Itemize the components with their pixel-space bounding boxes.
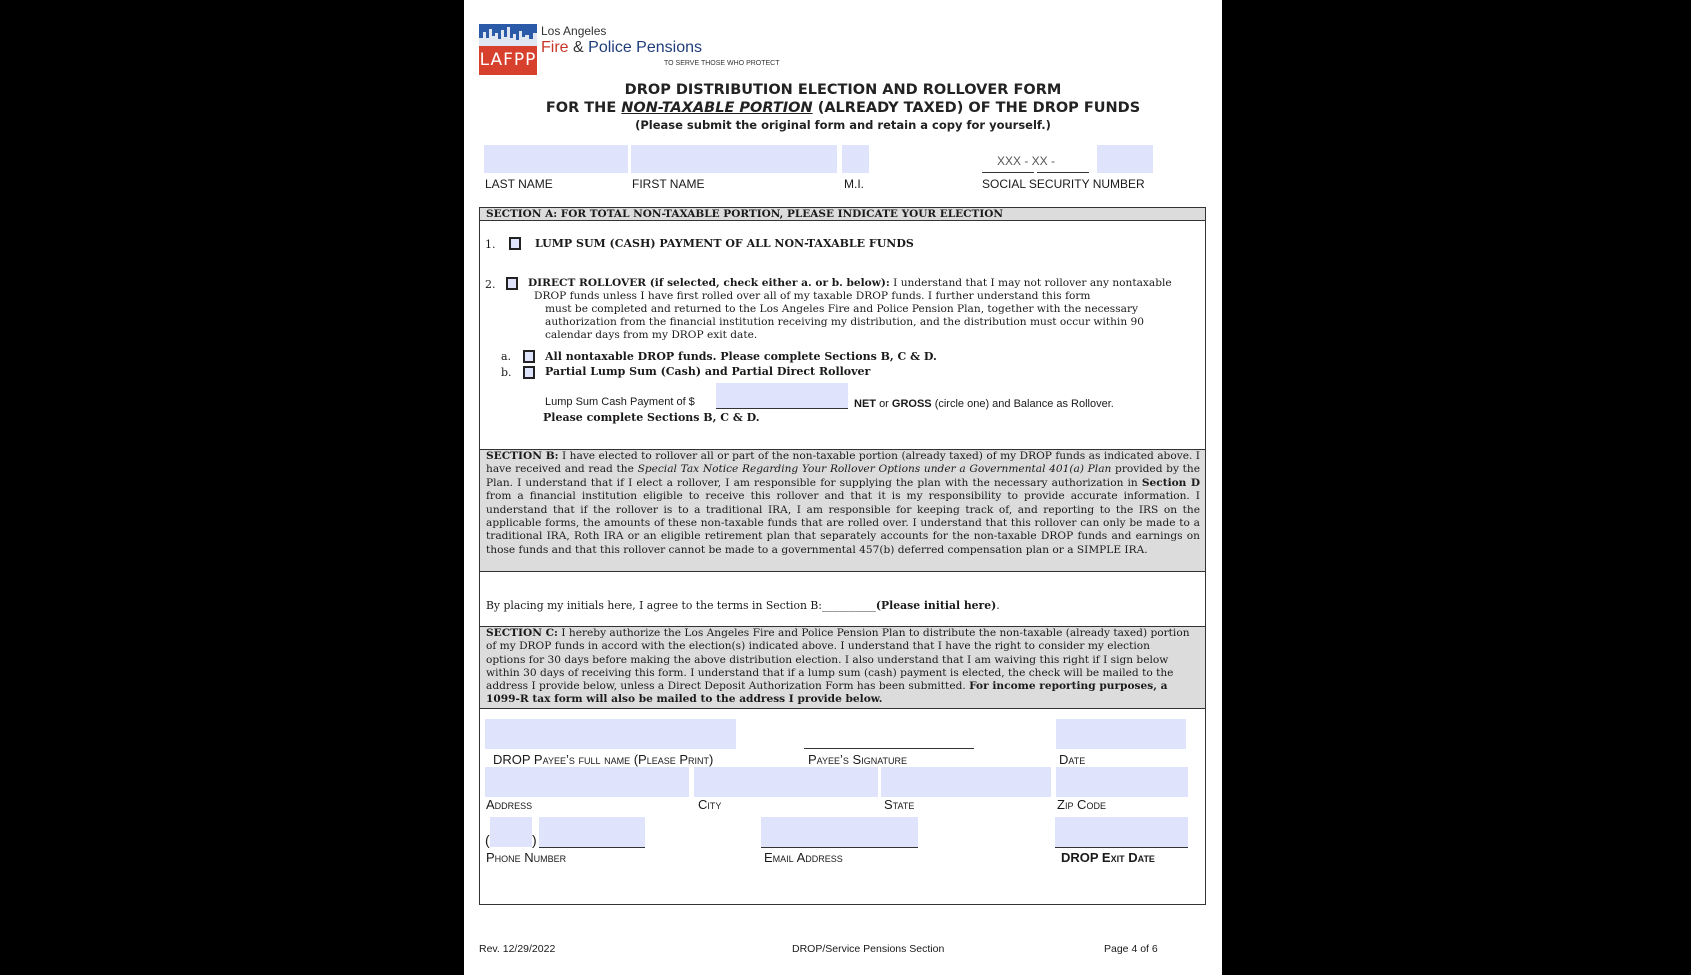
option2-line1-rest: I understand that I may not rollover any nontaxable	[893, 277, 1172, 289]
section-c-body: I hereby authorize the Los Angeles Fire and Police Pension Plan to distribute the non-taxable (already taxed) portion of my DROP funds in accord with the election(s) indicated above. I understand that I have the right to consider my election options for 30 days before making the above distribution election. I also understand that I am waiving this right if I sign below within 30 days of receiving this form. I understand that if a lump sum (cash) payment is elected, the check will be mailed to the address I provide below, unless a Direct Deposit Authorization Form has been submitted.	[486, 627, 1190, 693]
org-fire: Fire	[541, 39, 569, 56]
title-pre: FOR THE	[545, 100, 617, 116]
first-name-input[interactable]	[631, 145, 837, 173]
signature-label: Payee’s Signature	[808, 752, 908, 767]
address-input[interactable]	[485, 767, 689, 797]
lump-or: or	[879, 398, 889, 410]
form-title-line1: DROP DISTRIBUTION ELECTION AND ROLLOVER FORM	[624, 82, 1062, 98]
title-emphasis: NON-TAXABLE PORTION	[621, 100, 813, 116]
lump-suffix: (circle one) and Balance as Rollover.	[934, 398, 1114, 410]
option2-line4: authorization from the financial institution receiving my distribution, and the distribution must occur within 90	[545, 316, 1144, 328]
exit-date-label: DROP Exit Date	[1061, 850, 1155, 865]
option1-label: LUMP SUM (CASH) PAYMENT OF ALL NON-TAXABLE FUNDS	[535, 237, 914, 250]
zip-input[interactable]	[1056, 767, 1188, 797]
section-a-header: SECTION A: FOR TOTAL NON-TAXABLE PORTION, PLEASE INDICATE YOUR ELECTION	[480, 208, 1205, 221]
lump-sum-checkbox[interactable]	[509, 237, 521, 250]
sub-a-label: All nontaxable DROP funds. Please complete Sections B, C & D.	[545, 350, 937, 363]
option2-line5: calendar days from my DROP exit date.	[545, 329, 758, 341]
section-c-label: SECTION C:	[486, 627, 558, 639]
initials-end: .	[996, 599, 1000, 612]
option2-line3: must be completed and returned to the Los Angeles Fire and Police Pension Plan, together with the necessary	[545, 303, 1139, 315]
org-police: Police Pensions	[588, 39, 702, 56]
date-label: Date	[1059, 752, 1086, 767]
payee-name-input[interactable]	[485, 719, 736, 749]
section-b-bold-d: Section D	[1141, 476, 1201, 489]
sub-a-letter: a.	[501, 350, 512, 363]
lump-gross: GROSS	[891, 398, 932, 410]
phone-paren-close: )	[532, 832, 537, 848]
org-tagline: TO SERVE THOSE WHO PROTECT	[664, 60, 780, 67]
zip-label: Zip Code	[1057, 797, 1106, 812]
ssn-prefix: XXX - XX -	[997, 154, 1056, 168]
all-nontaxable-checkbox[interactable]	[523, 350, 535, 363]
option1-number: 1.	[485, 238, 496, 251]
section-c-text	[486, 627, 1190, 707]
lump-prefix: Lump Sum Cash Payment of $	[545, 396, 695, 408]
footer-page: Page 4 of 6	[1104, 943, 1158, 955]
phone-label: Phone Number	[486, 850, 567, 865]
lump-amount-input[interactable]	[716, 383, 848, 409]
org-name-line1: Los Angeles	[541, 24, 607, 38]
section-b-text-2: provided by the Plan. I understand that if I elect a rollover, I am responsible for supplying the plan with the necessary authorization in	[486, 463, 1200, 489]
email-input[interactable]	[761, 817, 918, 848]
ssn-label: SOCIAL SECURITY NUMBER	[982, 177, 1145, 191]
phone-paren-open: (	[485, 832, 490, 848]
section-b-italic: Special Tax Notice Regarding Your Rollover Options under a Governmental 401(a) Plan	[637, 463, 1112, 476]
phone-area-input[interactable]	[490, 817, 532, 847]
initials-text: By placing my initials here, I agree to the terms in Section B:	[486, 599, 822, 612]
section-b-text-3: from a financial institution eligible to receive this rollover and that it is my responsibility to provide accurate information. I understand that if the rollover is to a traditional IRA, I am responsible for keeping track of, and reporting to the IRS on the applicable forms, the amounts of these non-taxable funds that are rolled over. I understand that this rollover can only be made to a traditional IRA, Roth IRA or an eligible retirement plan that separately accounts for the non-taxable DROP funds and earnings on those funds and that this rollover cannot be made to a governmental 457(b) deferred compensation plan or a SIMPLE IRA.	[486, 490, 1200, 556]
mi-label: M.I.	[844, 177, 864, 191]
lump-options	[854, 398, 1114, 410]
section-c-bold: For income reporting purposes, a 1099-R tax form will also be mailed to the address I provide below.	[486, 680, 1168, 706]
mi-input[interactable]	[842, 145, 869, 173]
option2-number: 2.	[485, 278, 496, 291]
footer-rev: Rev. 12/29/2022	[479, 943, 556, 955]
form-title-line3: (Please submit the original form and retain a copy for yourself.)	[635, 118, 1051, 132]
lafpp-logo	[479, 24, 537, 75]
lump-net: NET	[854, 398, 876, 410]
date-input[interactable]	[1056, 719, 1186, 749]
state-input[interactable]	[881, 767, 1051, 797]
logo-text: LAFPP	[479, 50, 537, 70]
option2-line2: DROP funds unless I have first rolled over all of my taxable DROP funds. I further understand this form	[534, 290, 1091, 302]
email-label: Email Address	[764, 850, 843, 865]
city-label: City	[698, 797, 722, 812]
last-name-input[interactable]	[484, 145, 628, 173]
initials-bold: (Please initial here)	[875, 599, 997, 612]
footer-section: DROP/Service Pensions Section	[792, 943, 945, 955]
section-b-label: SECTION B:	[486, 450, 559, 462]
lump-complete: Please complete Sections B, C & D.	[543, 411, 760, 424]
form-title-line2	[464, 100, 1222, 116]
first-name-label: FIRST NAME	[632, 177, 705, 191]
sub-b-label: Partial Lump Sum (Cash) and Partial Direct Rollover	[545, 365, 871, 378]
ssn-last4-input[interactable]	[1097, 145, 1153, 173]
exit-date-input[interactable]	[1055, 817, 1188, 848]
last-name-label: LAST NAME	[485, 177, 553, 191]
address-label: Address	[486, 797, 533, 812]
direct-rollover-checkbox[interactable]	[506, 277, 518, 290]
section-b-text	[486, 450, 1200, 557]
option2-bold: DIRECT ROLLOVER (if selected, check either a. or b. below):	[528, 277, 890, 289]
title-post: (ALREADY TAXED) OF THE DROP FUNDS	[817, 100, 1141, 116]
form-page	[464, 0, 1222, 975]
section-b-text-1: I have elected to rollover all or part of the non-taxable portion (already taxed) of my DROP funds as indicated above. I have received and read the	[486, 450, 1200, 476]
payee-name-label: DROP Payee’s full name (Please Print)	[493, 752, 714, 767]
option2-line1	[528, 277, 1172, 289]
phone-number-input[interactable]	[539, 817, 645, 848]
ssn-underline-2	[1037, 172, 1089, 173]
sub-b-letter: b.	[501, 366, 512, 379]
org-name-line2	[541, 39, 702, 57]
city-input[interactable]	[694, 767, 878, 797]
signature-line[interactable]	[804, 748, 974, 749]
skyline-icon	[479, 24, 537, 46]
ssn-underline-1	[982, 172, 1034, 173]
partial-lump-sum-checkbox[interactable]	[523, 366, 535, 379]
org-amp: &	[573, 39, 584, 56]
initials-input[interactable]: __________	[821, 599, 876, 612]
state-label: State	[884, 797, 915, 812]
initials-line	[486, 599, 1000, 612]
